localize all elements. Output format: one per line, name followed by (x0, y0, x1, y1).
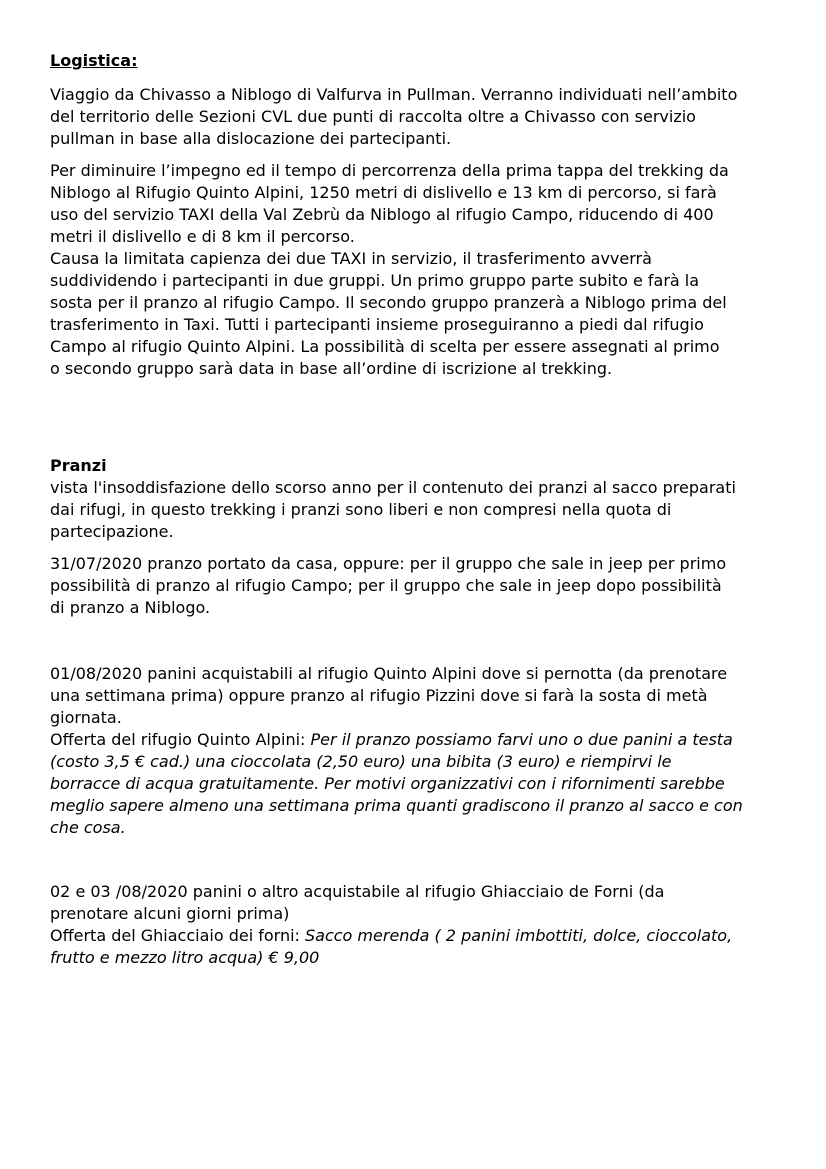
text-line: del territorio delle Sezioni CVL due punti di raccolta oltre a Chivasso con servizio (50, 107, 696, 126)
text-line (50, 751, 790, 773)
offer-text: (costo 3,5 € cad.) una cioccolata (2,50 euro) una bibita (3 euro) e riempirvi le (50, 752, 672, 771)
text-line: uso del servizio TAXI della Val Zebrù da Niblogo al rifugio Campo, riducendo di 400 (50, 205, 714, 224)
text-line: trasferimento in Taxi. Tutti i partecipanti insieme proseguiranno a piedi dal rifugio (50, 315, 704, 334)
text-line: prenotare alcuni giorni prima) (50, 904, 290, 923)
text-line (50, 947, 790, 969)
logistica-paragraph-2 (50, 160, 790, 380)
text-line: suddividendo i partecipanti in due gruppi. Un primo gruppo parte subito e farà la (50, 271, 700, 290)
offer-text: borracce di acqua gratuitamente. Per motivi organizzativi con i rifornimenti sarebbe (50, 774, 725, 793)
text-line: dai rifugi, in questo trekking i pranzi sono liberi e non compresi nella quota di (50, 500, 672, 519)
pranzi-day-2 (50, 663, 790, 839)
pranzi-day-1 (50, 553, 790, 619)
offer-lead: Offerta del rifugio Quinto Alpini: (50, 730, 311, 749)
pranzi-heading: Pranzi (50, 456, 107, 475)
text-line: 31/07/2020 pranzo portato da casa, oppure: per il gruppo che sale in jeep per primo (50, 554, 727, 573)
offer-text: frutto e mezzo litro acqua) € 9,00 (50, 948, 320, 967)
text-line: metri il dislivello e di 8 km il percorso. (50, 227, 355, 246)
pranzi-intro (50, 477, 790, 543)
text-line: Niblogo al Rifugio Quinto Alpini, 1250 metri di dislivello e 13 km di percorso, si farà (50, 183, 717, 202)
text-line: possibilità di pranzo al rifugio Campo; per il gruppo che sale in jeep dopo possibilità (50, 576, 722, 595)
offer-text: Per il pranzo possiamo farvi uno o due panini a testa (310, 730, 733, 749)
offer-text: Sacco merenda ( 2 panini imbottiti, dolce, cioccolato, (305, 926, 733, 945)
offer-lead: Offerta del Ghiacciaio dei forni: (50, 926, 305, 945)
text-line: Campo al rifugio Quinto Alpini. La possibilità di scelta per essere assegnati al primo (50, 337, 720, 356)
text-line: sosta per il pranzo al rifugio Campo. Il secondo gruppo pranzerà a Niblogo prima del (50, 293, 727, 312)
text-line (50, 795, 790, 817)
text-line: partecipazione. (50, 522, 174, 541)
logistica-heading: Logistica: (50, 51, 138, 70)
text-line (50, 773, 790, 795)
offer-text: meglio sapere almeno una settimana prima quanti gradiscono il pranzo al sacco e con (50, 796, 743, 815)
text-line: Per diminuire l’impegno ed il tempo di percorrenza della prima tappa del trekking da (50, 161, 729, 180)
offer-quinto-alpini-line (50, 729, 790, 751)
text-line: Causa la limitata capienza dei due TAXI in servizio, il trasferimento avverrà (50, 249, 652, 268)
text-line: giornata. (50, 708, 122, 727)
offer-text: che cosa. (50, 818, 126, 837)
text-line: vista l'insoddisfazione dello scorso anno per il contenuto dei pranzi al sacco preparati (50, 478, 736, 497)
text-line (50, 817, 790, 839)
text-line: di pranzo a Niblogo. (50, 598, 211, 617)
text-line: 01/08/2020 panini acquistabili al rifugio Quinto Alpini dove si pernotta (da prenotare (50, 664, 728, 683)
text-line: una settimana prima) oppure pranzo al rifugio Pizzini dove si farà la sosta di metà (50, 686, 708, 705)
logistica-paragraph-1 (50, 84, 790, 150)
pranzi-day-3 (50, 881, 790, 969)
offer-ghiacciaio-line (50, 925, 790, 947)
text-line: 02 e 03 /08/2020 panini o altro acquistabile al rifugio Ghiacciaio de Forni (da (50, 882, 665, 901)
text-line: Viaggio da Chivasso a Niblogo di Valfurva in Pullman. Verranno individuati nell’ambito (50, 85, 738, 104)
text-line: pullman in base alla dislocazione dei partecipanti. (50, 129, 452, 148)
text-line: o secondo gruppo sarà data in base all’ordine di iscrizione al trekking. (50, 359, 613, 378)
